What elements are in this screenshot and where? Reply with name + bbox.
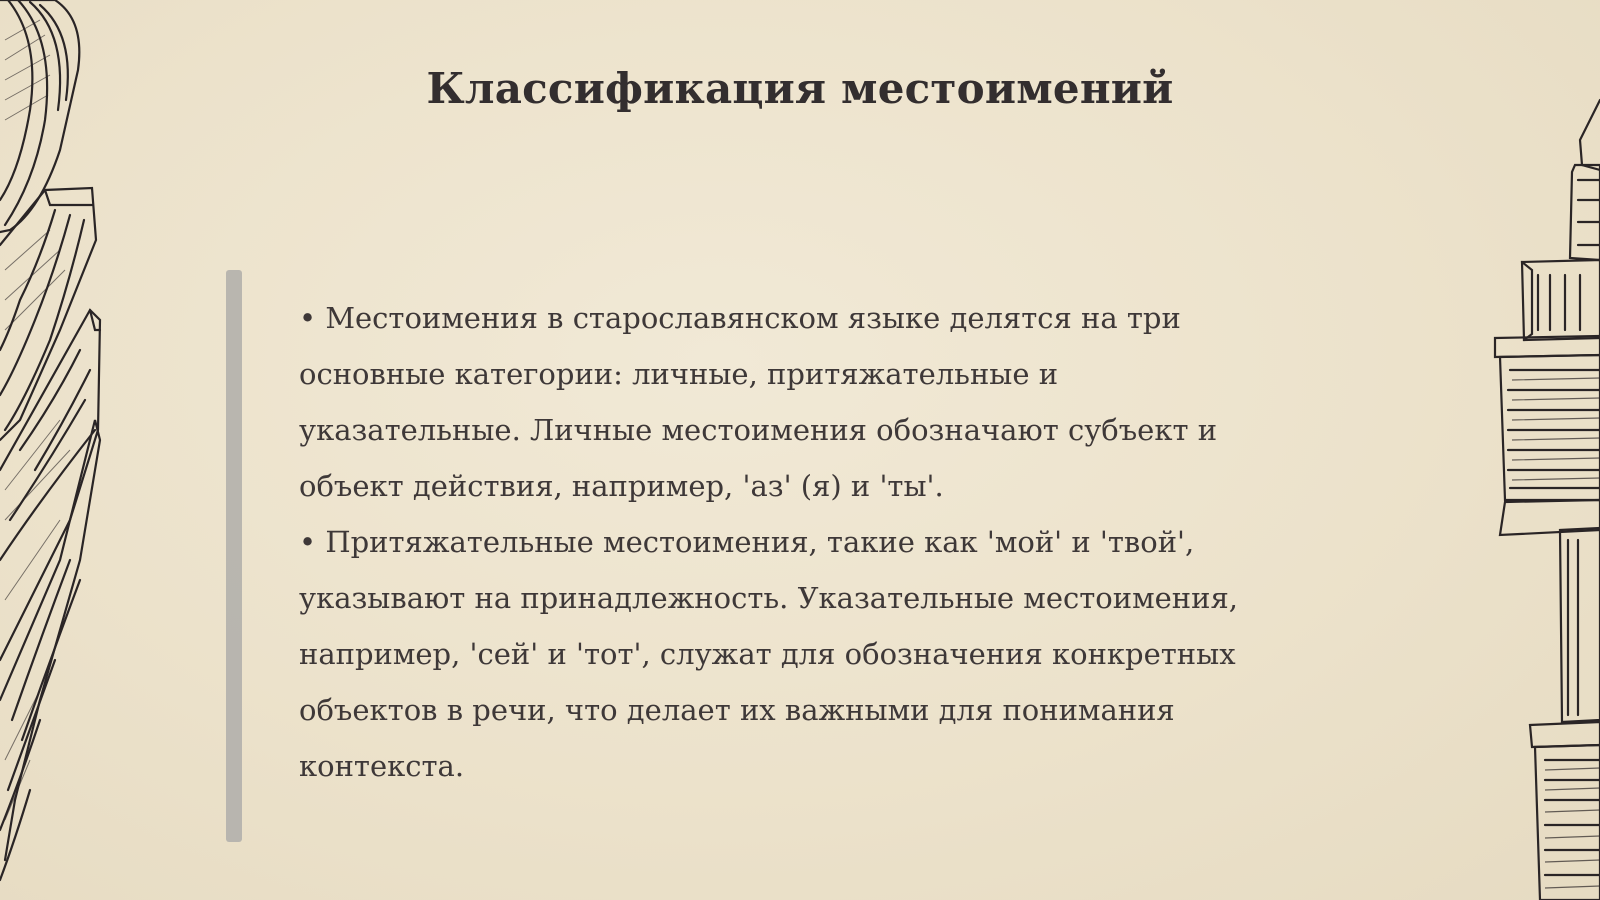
bullet-paragraph-2: • Притяжательные местоимения, такие как 'мой' и 'твой', указывают на принадлежность. Указательные местоимения, например, 'сей' и 'тот', служат для обозначения конкретных объектов в речи, что делает их важными для понимания контекста. — [299, 525, 1238, 783]
book-stack-left-illustration — [0, 0, 110, 900]
accent-bar — [226, 270, 242, 842]
slide-title: Классификация местоимений — [426, 64, 1174, 113]
slide-body — [299, 290, 1289, 794]
book-stack-right-illustration — [1450, 0, 1600, 900]
bullet-paragraph-1: • Местоимения в старославянском языке делятся на три основные категории: личные, притяжательные и указательные. Личные местоимения обозначают субъект и объект действия, например, 'аз' (я) и 'ты'. — [299, 301, 1218, 503]
